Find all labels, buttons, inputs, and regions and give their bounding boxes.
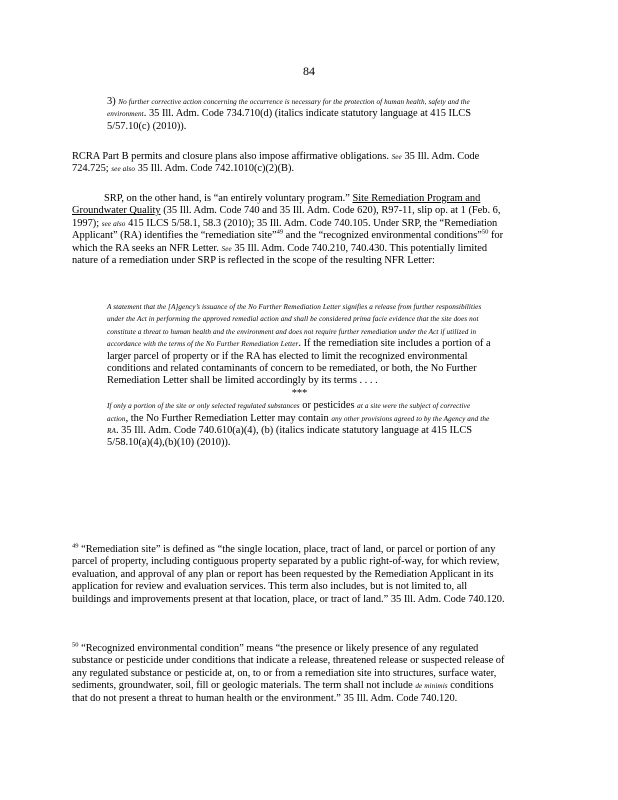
footnote-ref-49: 49 <box>276 228 284 236</box>
block-quote-734-710: 3) No further corrective action concerning the occurrence is necessary for the protection of human health, safety and the environment. 35 Ill. Adm. Code 734.710(d) (italics indicate statutory language at 415 ILCS 5/57.10(c) (2010)). <box>107 96 472 132</box>
quote-part-1: A statement that the [A]gency’s issuance of the No Further Remediation Letter signifies a release from further responsibilities under the Act in performing the approved remedial action and shall be considered prima facie evidence that the site does not constitute a threat to human health and the environment and does not require further remediation under the Act if utilized in accordance with the terms of the No Further Remediation Letter. If the remediation site includes a portion of a larger parcel of property or if the RA has elected to limit the recognized environmental conditions and related contaminants of concern to be remediated, or both, the No Further Remediation Letter shall be limited accordingly by its terms . . . . <box>107 303 491 387</box>
case-title: Site Remediation Program and Groundwater Quality <box>72 193 481 217</box>
footnote-number: 49 <box>72 542 79 550</box>
quote-part-2: If only a portion of the site or only selected regulated substances or pesticides at a site were the subject of corrective action, the No Further Remediation Letter may contain any other provisions agreed to by the Agency and the RA. 35 Ill. Adm. Code 740.610(a)(4), (b) (italics indicate statutory language at 415 ILCS 5/58.10(a)(4),(b)(10) (2010)). <box>107 400 490 449</box>
paragraph-srp: SRP, on the other hand, is “an entirely voluntary program.” Site Remediation Program and Groundwater Quality (35 Ill. Adm. Code 740 and 35 Ill. Adm. Code 620), R97-11, slip op. at 1 (Feb. 6, 1997); see also 415 ILCS 5/58.1, 58.3 (2010); 35 Ill. Adm. Code 740.105. Under SRP, the “Remediation Applicant” (RA) identifies the “remediation site”$^{49}$ and the “recognized environmental conditions”$^{50}$ for which the RA seeks an NFR Letter. See 35 Ill. Adm. Code 740.210, 740.430. This potentially limited nature of a remediation under SRP is reflected in the scope of the resulting NFR Letter: <box>72 193 504 267</box>
footnote-50: $^{50}$ “Recognized environmental condition” means “the presence or likely presence of any regulated substance or pesticide under conditions that indicate a release, threatened release or suspected release of any regulated substance or pesticide at, on, to or from a remediation site into structures, surface water, sediments, groundwater, soil, fill or geologic materials. The term shall not include de minimis conditions that do not present a threat to human health or the environment.” 35 Ill. Adm. Code 740.120. <box>72 641 505 704</box>
ellipsis-stars: *** <box>291 387 308 399</box>
footnote-ref-50: 50 <box>481 228 489 236</box>
block-quote-740-610 <box>107 301 492 450</box>
footnote-49: $^{49}$ “Remediation site” is defined as “the single location, place, tract of land, or parcel or portion of any parcel of property, including contiguous property separated by a public right-of-way, for which review, evaluation, and approval of any plan or report has been requested by the Remediation Applicant in its application for review and evaluation services. This term also includes, but is not limited to, all buildings and improvements present at that location, place, or tract of land.” 35 Ill. Adm. Code 740.120. <box>72 542 505 605</box>
footnote-number: 50 <box>72 641 79 649</box>
paragraph-rcra: RCRA Part B permits and closure plans also impose affirmative obligations. See 35 Ill. Adm. Code 724.725; see also 35 Ill. Adm. Code 742.1010(c)(2)(B). <box>72 151 480 175</box>
page-number: 84 <box>303 64 315 78</box>
